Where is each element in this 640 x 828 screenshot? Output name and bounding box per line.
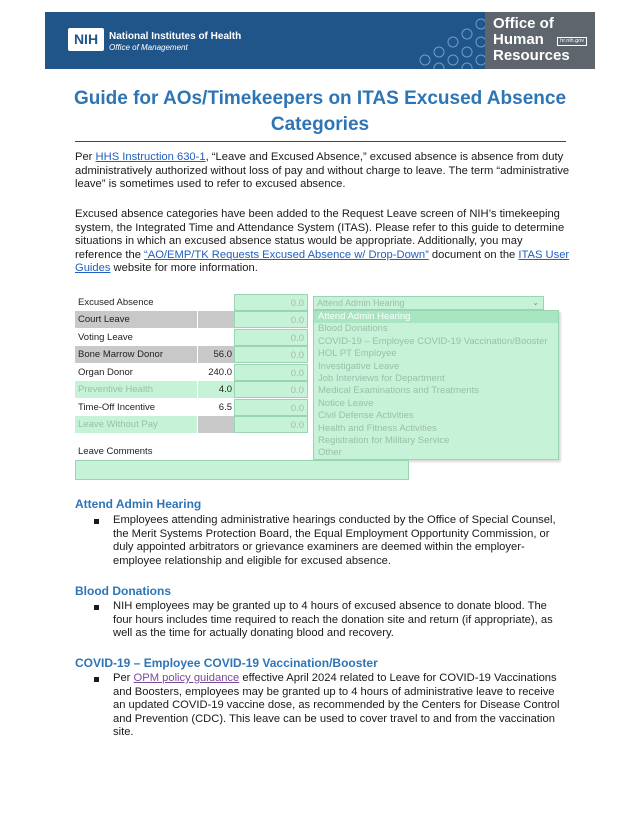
nih-logo-text: NIH (73, 31, 99, 47)
ohr-line2: Human (493, 31, 544, 48)
leave-row-balance (198, 329, 234, 346)
decorative-icons-pattern (415, 12, 495, 69)
leave-hours-input[interactable]: 0.0 (234, 311, 308, 328)
excused-absence-options-list (313, 310, 559, 460)
leave-row-label: Organ Donor (78, 367, 133, 378)
opm-policy-guidance-link[interactable]: OPM policy guidance (133, 672, 240, 684)
ohr-logo[interactable] (485, 12, 595, 69)
hhs-instruction-link[interactable]: HHS Instruction 630-1 (95, 151, 206, 163)
nih-logo[interactable] (68, 28, 104, 51)
bullet-square-icon (94, 677, 99, 682)
s3-text-end: effective April 2024 related to Leave for COVID-19 Vaccinations and Boosters, employees may be granted up to 4 hours of administrative leave to receive an updated COVID-19 vaccine dose, as recommended by the Centers for Disease Control and Prevention (CDC). This leave can be used to cover travel to and from the vaccination site. (113, 672, 560, 738)
leave-row-label: Court Leave (75, 311, 197, 328)
bullet-text (113, 672, 565, 740)
leave-row-balance: 4.0 (198, 381, 234, 398)
dropdown-option[interactable]: Job Interviews for Department (318, 372, 445, 384)
p2-text-start: Excused absence categories have been added to the Request Leave screen of NIH’s timekeeping system, the Integrated Time and Attendance System (ITAS). Please refer to this guide to determine situations in which an excused absence status would be appropriate. Additionally, you may reference the (75, 208, 565, 261)
bullet-square-icon (94, 605, 99, 610)
itas-user-guides-link[interactable]: ITAS User Guides (75, 248, 570, 274)
p2-text-mid: document on the (428, 248, 519, 261)
leave-hours-input[interactable]: 0.0 (234, 364, 308, 381)
leave-row-balance: 6.5 (198, 399, 234, 416)
s3-text-start: Per (113, 672, 134, 684)
itas-requests-doc-link[interactable]: “AO/EMP/TK Requests Excused Absence w/ Drop-Down” (144, 248, 429, 261)
dropdown-option[interactable]: Notice Leave (318, 397, 374, 409)
ohr-line3: Resources (493, 47, 570, 64)
leave-comments-input[interactable] (75, 460, 409, 480)
leave-hours-input[interactable]: 0.0 (234, 399, 308, 416)
leave-row-label: Bone Marrow Donor (75, 346, 197, 363)
leave-row-label: Leave Without Pay (75, 416, 197, 433)
dropdown-selected-value: Attend Admin Hearing (317, 298, 405, 308)
chevron-down-icon: ⌄ (532, 298, 539, 307)
dropdown-option[interactable]: Civil Defense Activities (318, 410, 414, 422)
dropdown-option[interactable]: Investigative Leave (318, 360, 400, 372)
bullet-text: Employees attending administrative hearings conducted by the Office of Special Counsel, the Merit Systems Protection Board, the Equal Employment Opportunity Commission, or duly appointed arbitrators or grievance examiners are deemed within the employer-employee relationship and eligible for excused absence. (113, 514, 556, 567)
leave-row-balance (198, 416, 234, 433)
leave-row-balance: 56.0 (198, 346, 234, 363)
section-heading-blood-donations: Blood Donations (75, 584, 171, 598)
section-heading-attend-admin-hearing: Attend Admin Hearing (75, 497, 202, 511)
dropdown-option[interactable]: Attend Admin Hearing (314, 311, 558, 323)
dropdown-option[interactable]: COVID-19 – Employee COVID-19 Vaccination/Booster (318, 335, 548, 347)
p2-text-end: website for more information. (110, 262, 258, 274)
bullet-text: NIH employees may be granted up to 4 hours of excused absence to donate blood. The four hours includes time required to reach the donation site and return (if appropriate), as well as the time for actually donating blood and recovery. (113, 600, 553, 639)
leave-comments-label: Leave Comments (78, 446, 153, 457)
header-banner (45, 12, 595, 69)
ohr-line1: Office of (493, 15, 554, 32)
dropdown-option[interactable]: Other (318, 447, 342, 459)
leave-hours-input[interactable]: 0.0 (234, 294, 308, 311)
dropdown-option[interactable]: HOL PT Employee (318, 348, 397, 360)
page-title: Guide for AOs/Timekeepers on ITAS Excused Absence Categories (73, 88, 567, 135)
itas-request-leave-screenshot (75, 294, 565, 484)
excused-absence-dropdown[interactable] (313, 296, 544, 310)
leave-row-balance (198, 294, 234, 311)
leave-row-balance (198, 311, 234, 328)
ohr-url-badge: hr.nih.gov (557, 37, 587, 46)
org-subtitle: Office of Management (109, 43, 188, 52)
leave-hours-input[interactable]: 0.0 (234, 329, 308, 346)
leave-row-label: Time-Off Incentive (78, 402, 156, 413)
dropdown-option[interactable]: Health and Fitness Activities (318, 422, 437, 434)
org-name: National Institutes of Health (109, 31, 242, 42)
title-divider (75, 141, 566, 142)
intro-paragraph-2 (75, 208, 570, 276)
p1-text-start: Per (75, 151, 96, 163)
leave-row-label: Preventive Health (75, 381, 197, 398)
leave-row-balance: 240.0 (198, 364, 234, 381)
leave-hours-input[interactable]: 0.0 (234, 346, 308, 363)
bullet-square-icon (94, 519, 99, 524)
leave-row-label: Voting Leave (78, 332, 133, 343)
leave-row-label: Excused Absence (78, 297, 154, 308)
intro-paragraph-1 (75, 151, 570, 192)
dropdown-option[interactable]: Registration for Military Service (318, 434, 450, 446)
p1-text-end: , “Leave and Excused Absence,” excused absence is absence from duty administratively authorized without loss of pay and without charge to leave. The term “administrative leave” is sometimes used to refer to excused absence. (75, 151, 570, 190)
leave-hours-input[interactable]: 0.0 (234, 381, 308, 398)
section-heading-covid-19: COVID-19 – Employee COVID-19 Vaccination/Booster (75, 656, 378, 670)
dropdown-option[interactable]: Blood Donations (318, 323, 388, 335)
leave-hours-input[interactable]: 0.0 (234, 416, 308, 433)
dropdown-option[interactable]: Medical Examinations and Treatments (318, 385, 480, 397)
